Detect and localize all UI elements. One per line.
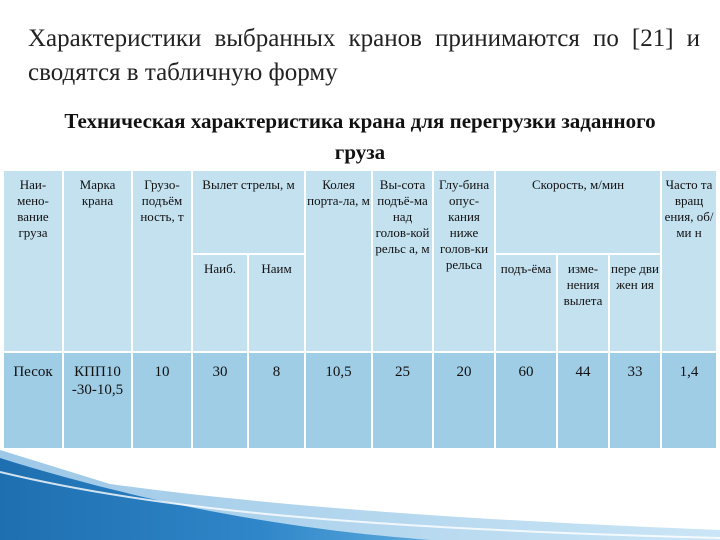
cell-speed-move: 33	[609, 352, 661, 449]
table-title: Техническая характеристика крана для перегрузки заданного груза	[64, 109, 656, 164]
cell-speed-reach: 44	[557, 352, 609, 449]
cell-speed-lift: 60	[495, 352, 557, 449]
slide-decoration	[0, 450, 720, 540]
header-reach-min: Наим	[248, 254, 305, 352]
header-gauge: Колея порта-ла, м	[305, 170, 372, 352]
intro-text: Характеристики выбранных кранов принимаются по [21] и сводятся в табличную форму	[28, 25, 700, 86]
cell-gauge: 10,5	[305, 352, 372, 449]
cell-lift-height: 25	[372, 352, 433, 449]
header-speed-reach: изме-нения вылета	[557, 254, 609, 352]
header-speed-lift: подъ-ёма	[495, 254, 557, 352]
cell-brand: КПП10 -30-10,5	[63, 352, 132, 449]
table-row	[3, 352, 717, 449]
header-row-1	[3, 170, 717, 254]
cell-rotation: 1,4	[661, 352, 717, 449]
cell-reach-max: 30	[192, 352, 248, 449]
header-rotation: Часто та вращ ения, об/ми н	[661, 170, 717, 352]
header-speed-move: пере дви жен ия	[609, 254, 661, 352]
header-cargo: Наи-мено-вание груза	[3, 170, 63, 352]
header-brand: Марка крана	[63, 170, 132, 352]
cell-lower-depth: 20	[433, 352, 495, 449]
header-lower-depth: Глу-бина опус-кания ниже голов-ки рельса	[433, 170, 495, 352]
crane-spec-table	[2, 169, 718, 450]
cell-reach-min: 8	[248, 352, 305, 449]
cell-capacity: 10	[132, 352, 192, 449]
header-reach: Вылет стрелы, м	[192, 170, 305, 254]
cell-cargo: Песок	[3, 352, 63, 449]
header-reach-max: Наиб.	[192, 254, 248, 352]
header-speed: Скорость, м/мин	[495, 170, 661, 254]
header-lift-height: Вы-сота подъё-ма над голов-кой рельс а, м	[372, 170, 433, 352]
header-capacity: Грузо-подъём ность, т	[132, 170, 192, 352]
